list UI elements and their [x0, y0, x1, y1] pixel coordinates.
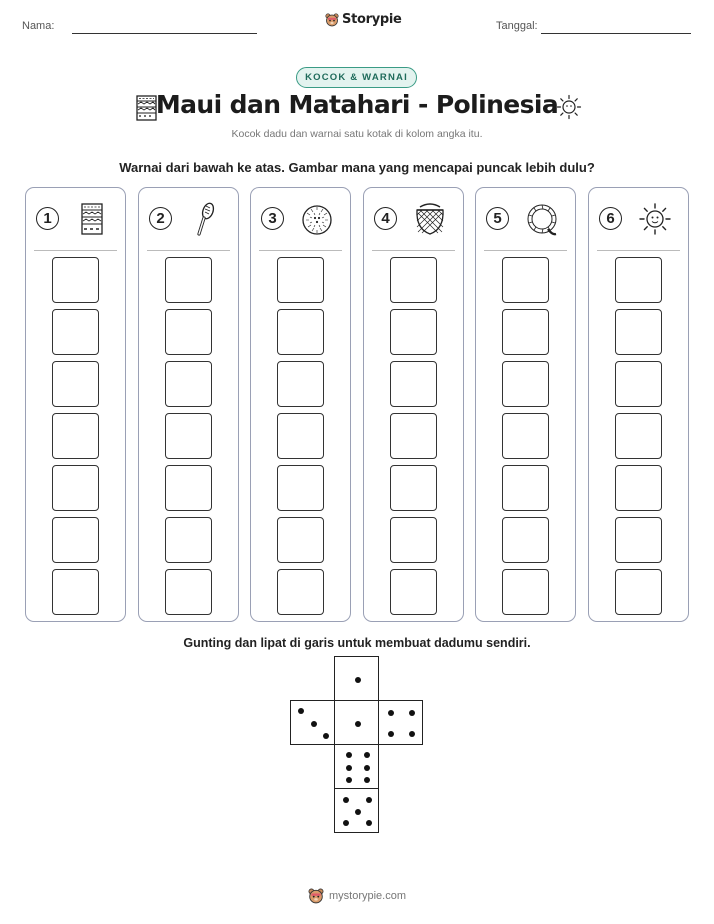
- die-pip: [364, 752, 370, 758]
- color-box[interactable]: [390, 361, 437, 407]
- date-label: Tanggal:: [496, 20, 538, 32]
- color-box[interactable]: [502, 569, 549, 615]
- column-6: [588, 187, 689, 622]
- column-divider: [597, 250, 680, 251]
- die-pip: [346, 777, 352, 783]
- color-box[interactable]: [502, 361, 549, 407]
- color-box[interactable]: [502, 465, 549, 511]
- name-line[interactable]: [72, 33, 257, 34]
- die-face-1[interactable]: [334, 656, 379, 701]
- die-pip: [388, 731, 394, 737]
- instruction-text: Warnai dari bawah ke atas. Gambar mana yang mencapai puncak lebih dulu?: [119, 160, 595, 175]
- die-face-6[interactable]: [334, 744, 379, 789]
- color-box[interactable]: [52, 413, 99, 459]
- die-pip: [298, 708, 304, 714]
- column-divider: [484, 250, 567, 251]
- color-box[interactable]: [165, 413, 212, 459]
- die-pip: [409, 731, 415, 737]
- activity-badge: KOCOK & WARNAI: [296, 67, 417, 88]
- color-box[interactable]: [615, 517, 662, 563]
- date-line[interactable]: [541, 33, 691, 34]
- die-pip: [366, 797, 372, 803]
- cut-instruction: Gunting dan lipat di garis untuk membuat dadumu sendiri.: [183, 636, 531, 650]
- color-box[interactable]: [615, 569, 662, 615]
- color-box[interactable]: [165, 517, 212, 563]
- column-divider: [34, 250, 117, 251]
- color-box[interactable]: [615, 257, 662, 303]
- subtitle: Kocok dadu dan warnai satu kotak di kolom angka itu.: [231, 128, 483, 140]
- color-box[interactable]: [390, 413, 437, 459]
- page-title: Maui dan Matahari - Polinesia: [155, 90, 559, 119]
- column-1: [25, 187, 126, 622]
- die-pip: [311, 721, 317, 727]
- color-box[interactable]: [52, 309, 99, 355]
- color-box[interactable]: [615, 413, 662, 459]
- footer-url[interactable]: mystorypie.com: [328, 890, 407, 902]
- color-box[interactable]: [277, 569, 324, 615]
- color-box[interactable]: [52, 465, 99, 511]
- column-divider: [372, 250, 455, 251]
- color-box[interactable]: [165, 309, 212, 355]
- column-number: 4: [374, 207, 397, 230]
- color-box[interactable]: [615, 361, 662, 407]
- rope-coil-icon: [524, 201, 560, 237]
- die-face-3[interactable]: [290, 700, 335, 745]
- column-number: 3: [261, 207, 284, 230]
- color-box[interactable]: [615, 309, 662, 355]
- column-number: 1: [36, 207, 59, 230]
- die-pip: [364, 777, 370, 783]
- sun-icon: [556, 94, 582, 120]
- die-pip: [409, 710, 415, 716]
- column-divider: [259, 250, 342, 251]
- color-box[interactable]: [52, 517, 99, 563]
- paddle-icon: [187, 201, 223, 237]
- color-box[interactable]: [52, 569, 99, 615]
- sun-icon: [637, 201, 673, 237]
- die-face-1[interactable]: [334, 700, 379, 745]
- color-box[interactable]: [165, 361, 212, 407]
- column-divider: [147, 250, 230, 251]
- color-box[interactable]: [165, 257, 212, 303]
- die-pip: [355, 721, 361, 727]
- die-pip: [323, 733, 329, 739]
- color-box[interactable]: [390, 517, 437, 563]
- color-box[interactable]: [615, 465, 662, 511]
- column-number: 2: [149, 207, 172, 230]
- color-box[interactable]: [502, 257, 549, 303]
- brand-name: Storypie: [342, 12, 402, 27]
- die-pip: [355, 677, 361, 683]
- column-number: 5: [486, 207, 509, 230]
- column-3: [250, 187, 351, 622]
- tapa-cloth-icon: [74, 201, 110, 237]
- bear-icon: [308, 888, 324, 904]
- color-box[interactable]: [502, 413, 549, 459]
- die-pip: [366, 820, 372, 826]
- color-box[interactable]: [277, 361, 324, 407]
- column-5: [475, 187, 576, 622]
- die-pip: [364, 765, 370, 771]
- color-box[interactable]: [390, 257, 437, 303]
- color-box[interactable]: [277, 517, 324, 563]
- die-pip: [346, 752, 352, 758]
- color-box[interactable]: [277, 413, 324, 459]
- color-box[interactable]: [502, 309, 549, 355]
- die-pip: [343, 820, 349, 826]
- die-pip: [346, 765, 352, 771]
- color-box[interactable]: [390, 465, 437, 511]
- net-bag-icon: [412, 201, 448, 237]
- color-box[interactable]: [52, 257, 99, 303]
- die-face-5[interactable]: [334, 788, 379, 833]
- color-box[interactable]: [277, 309, 324, 355]
- footer: [0, 888, 714, 904]
- die-pip: [355, 809, 361, 815]
- color-box[interactable]: [277, 257, 324, 303]
- color-box[interactable]: [165, 465, 212, 511]
- color-box[interactable]: [390, 569, 437, 615]
- die-face-4[interactable]: [378, 700, 423, 745]
- color-box[interactable]: [165, 569, 212, 615]
- name-label: Nama:: [22, 20, 55, 32]
- color-box[interactable]: [502, 517, 549, 563]
- column-4: [363, 187, 464, 622]
- column-2: [138, 187, 239, 622]
- die-pip: [343, 797, 349, 803]
- color-box[interactable]: [390, 309, 437, 355]
- bear-icon: [325, 13, 339, 27]
- coconut-icon: [299, 201, 335, 237]
- column-number: 6: [599, 207, 622, 230]
- die-pip: [388, 710, 394, 716]
- color-box[interactable]: [277, 465, 324, 511]
- storypie-logo: [325, 12, 402, 27]
- color-box[interactable]: [52, 361, 99, 407]
